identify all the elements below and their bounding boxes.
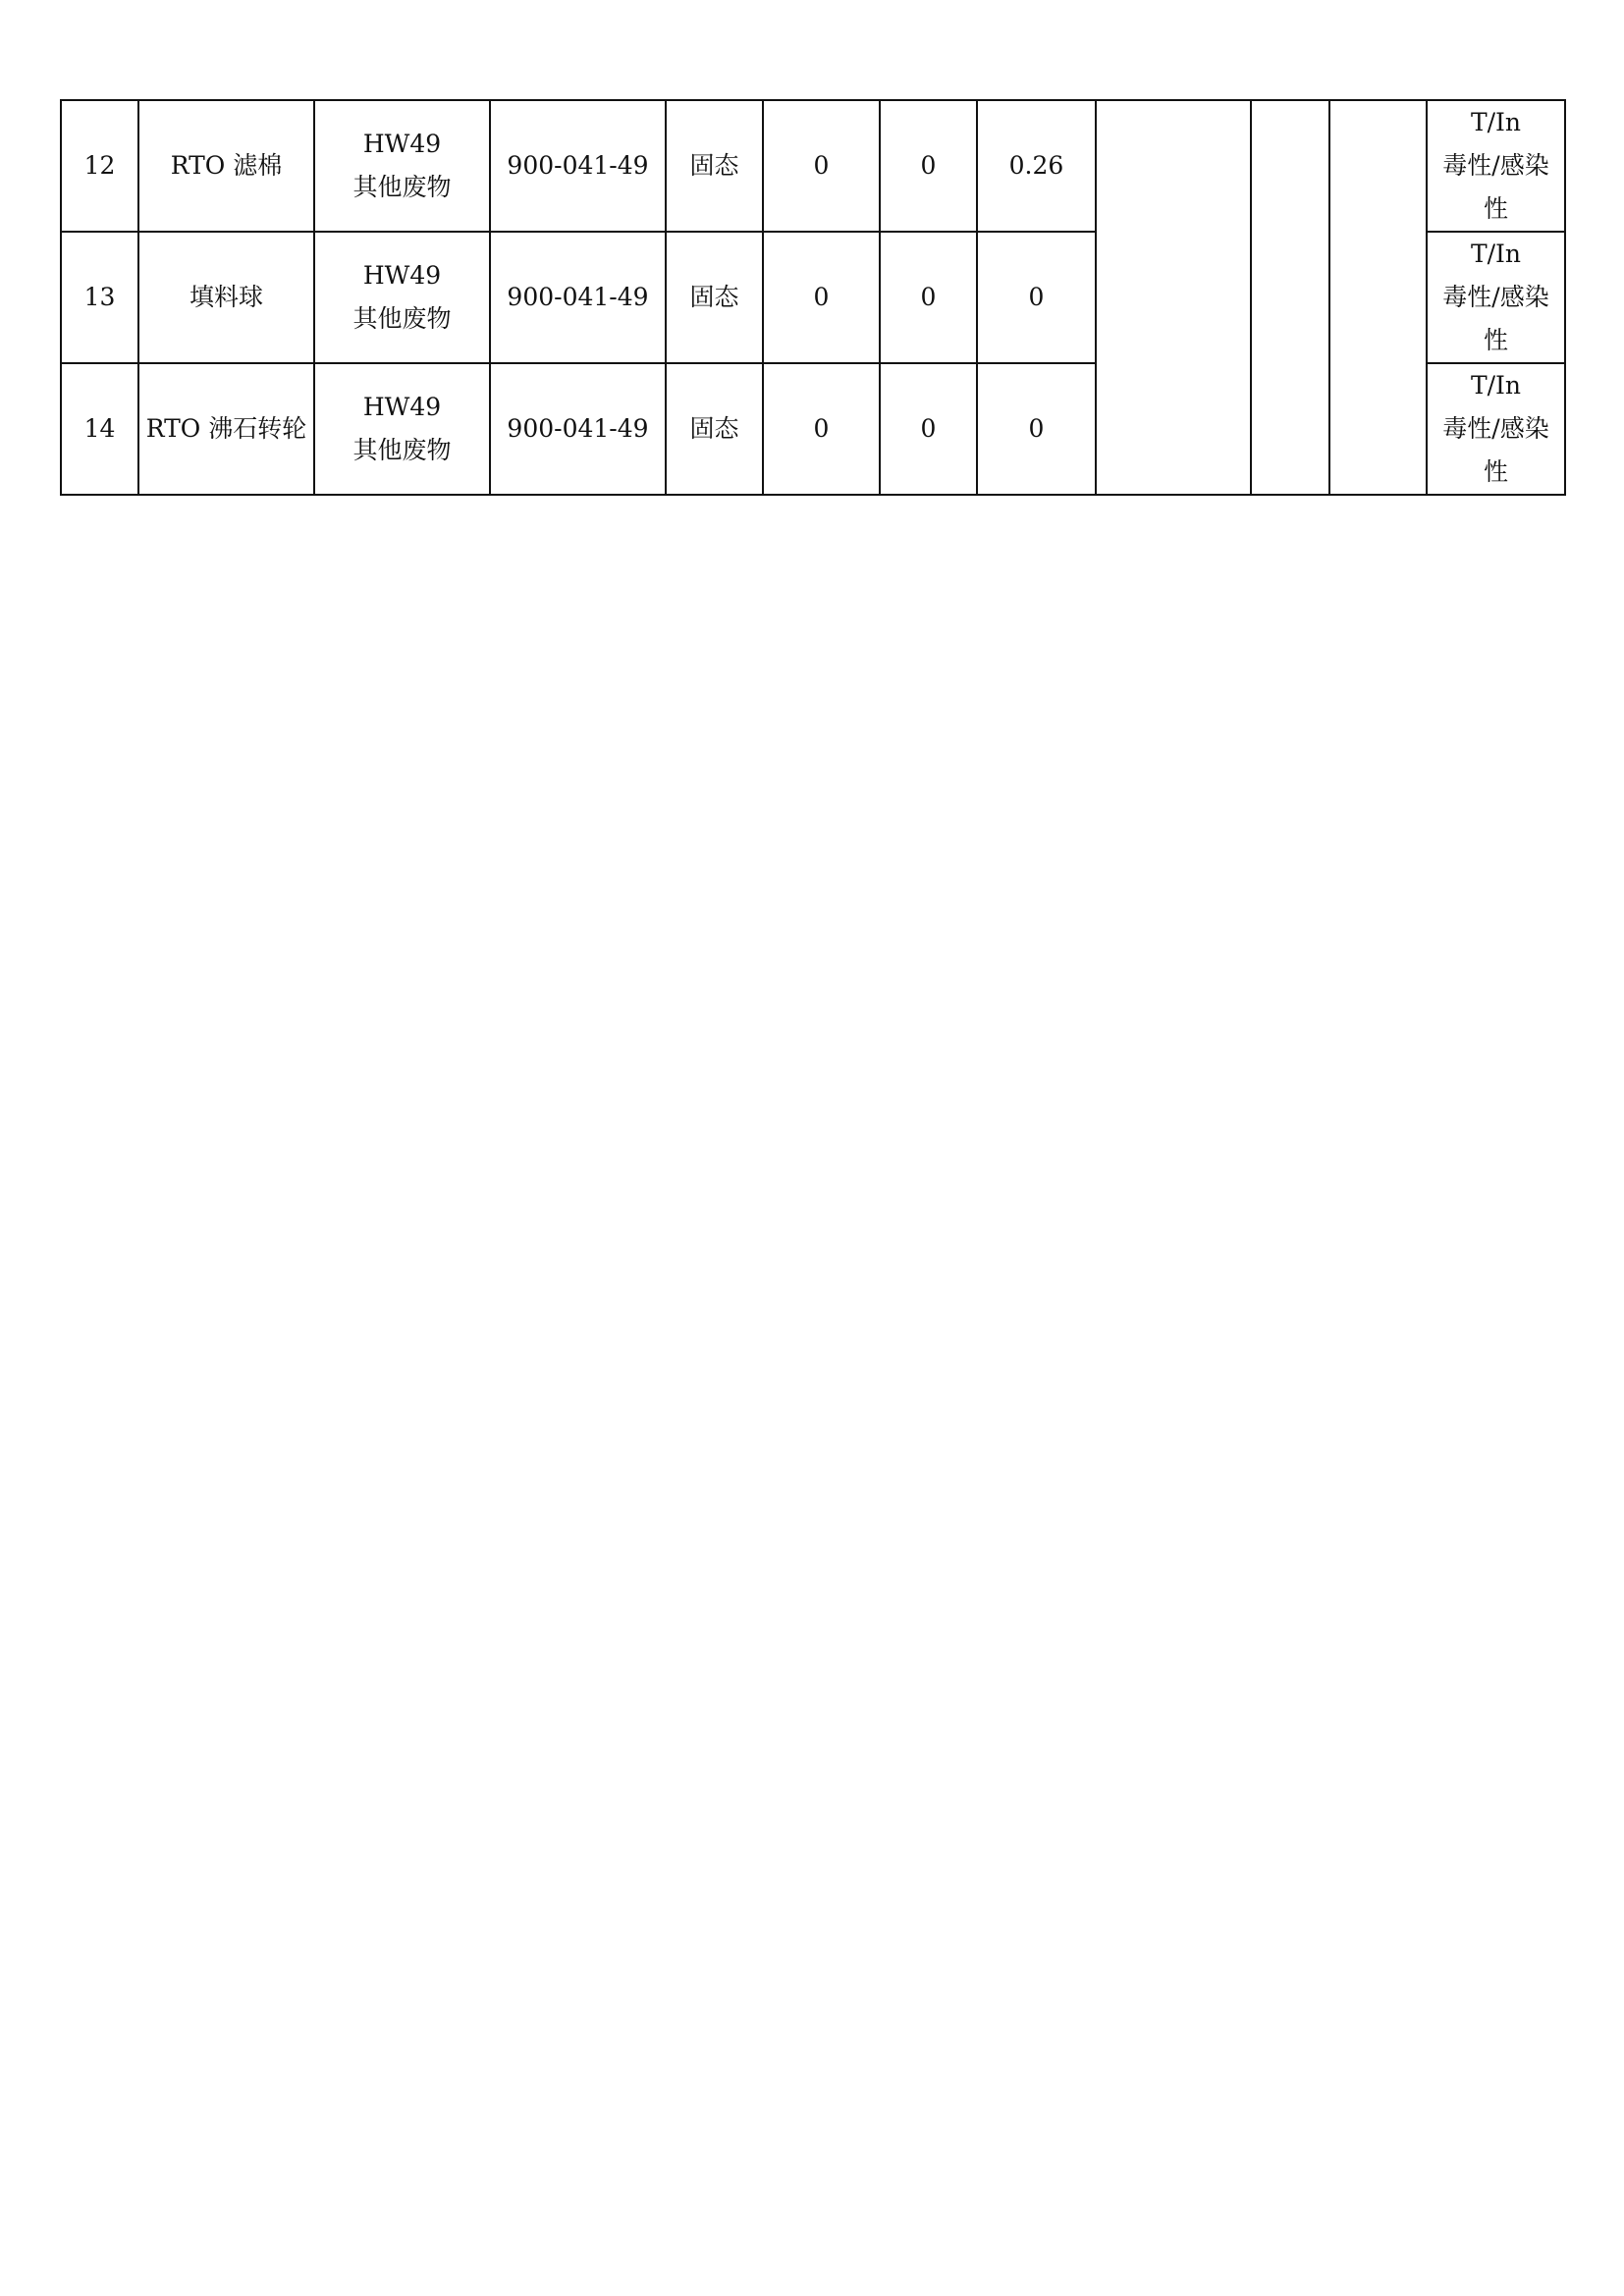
value-a-cell: 0 [763, 100, 880, 232]
merged-empty-cell [1251, 100, 1329, 495]
category-code: HW49 [362, 130, 442, 158]
row-number-cell: 12 [61, 100, 138, 232]
waste-code-cell: 900-041-49 [490, 363, 666, 495]
form-cell: 固态 [666, 232, 763, 363]
hazard-code: T/In [1470, 108, 1522, 136]
merged-empty-cell [1096, 100, 1251, 495]
hazard-cell [1427, 100, 1565, 232]
value-c-cell: 0 [977, 232, 1096, 363]
merged-empty-cell [1329, 100, 1427, 495]
value-b-cell: 0 [880, 363, 977, 495]
value-a-cell: 0 [763, 232, 880, 363]
value-c-cell: 0 [977, 363, 1096, 495]
value-b-cell: 0 [880, 232, 977, 363]
value-c-cell: 0.26 [977, 100, 1096, 232]
hazard-code: T/In [1470, 240, 1522, 268]
waste-category-cell [314, 100, 490, 232]
category-name: 其他废物 [352, 173, 452, 201]
category-code: HW49 [362, 393, 442, 421]
hazard-description: 毒性/感染性 [1442, 283, 1549, 354]
hazard-description: 毒性/感染性 [1442, 151, 1549, 223]
form-cell: 固态 [666, 363, 763, 495]
waste-code-cell: 900-041-49 [490, 100, 666, 232]
waste-category-cell [314, 232, 490, 363]
hazardous-waste-table [60, 99, 1566, 496]
waste-name-cell: 填料球 [138, 232, 314, 363]
waste-category-cell [314, 363, 490, 495]
category-name: 其他废物 [352, 436, 452, 464]
table-row [61, 100, 1565, 232]
waste-name-cell: RTO 滤棉 [138, 100, 314, 232]
form-cell: 固态 [666, 100, 763, 232]
hazard-code: T/In [1470, 371, 1522, 400]
hazard-description: 毒性/感染性 [1442, 414, 1549, 486]
row-number-cell: 13 [61, 232, 138, 363]
value-b-cell: 0 [880, 100, 977, 232]
value-a-cell: 0 [763, 363, 880, 495]
hazard-cell [1427, 363, 1565, 495]
category-name: 其他废物 [352, 304, 452, 333]
hazard-cell [1427, 232, 1565, 363]
row-number-cell: 14 [61, 363, 138, 495]
category-code: HW49 [362, 261, 442, 290]
waste-name-cell: RTO 沸石转轮 [138, 363, 314, 495]
waste-code-cell: 900-041-49 [490, 232, 666, 363]
